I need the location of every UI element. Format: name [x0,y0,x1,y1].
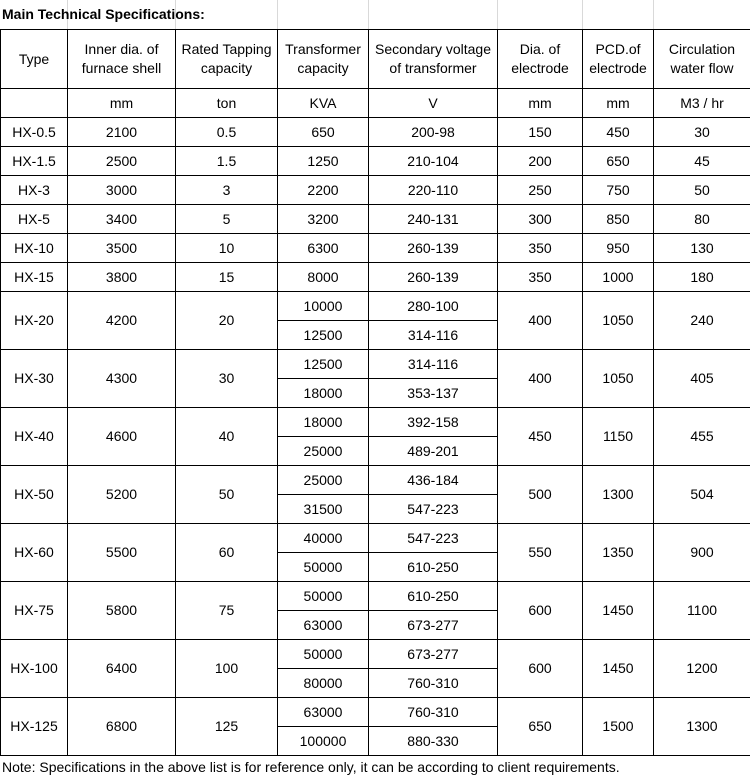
unit-cell: mm [68,89,176,118]
type-cell: HX-100 [1,640,68,698]
electrode-diameter-cell: 600 [498,640,583,698]
electrode-diameter-cell: 600 [498,582,583,640]
electrode-diameter-cell: 350 [498,263,583,292]
water-flow-cell: 1300 [654,698,750,756]
transformer-capacity-cell: 12500 [278,321,369,350]
secondary-voltage-cell: 610-250 [369,582,498,611]
electrode-diameter-cell: 200 [498,147,583,176]
unit-cell: mm [583,89,654,118]
type-cell: HX-5 [1,205,68,234]
shell-diameter-cell: 3400 [68,205,176,234]
type-cell: HX-30 [1,350,68,408]
transformer-capacity-cell: 50000 [278,640,369,669]
electrode-pcd-cell: 1450 [583,640,654,698]
shell-diameter-cell: 3800 [68,263,176,292]
electrode-pcd-cell: 1050 [583,292,654,350]
water-flow-cell: 45 [654,147,750,176]
tapping-capacity-cell: 125 [176,698,278,756]
electrode-pcd-cell: 1150 [583,408,654,466]
type-cell: HX-40 [1,408,68,466]
electrode-diameter-cell: 300 [498,205,583,234]
transformer-capacity-cell: 2200 [278,176,369,205]
water-flow-cell: 504 [654,466,750,524]
electrode-pcd-cell: 450 [583,118,654,147]
secondary-voltage-cell: 314-116 [369,321,498,350]
type-cell: HX-1.5 [1,147,68,176]
water-flow-cell: 80 [654,205,750,234]
table-row [1,118,750,147]
secondary-voltage-cell: 260-139 [369,234,498,263]
column-header: Circulation water flow [654,30,750,89]
water-flow-cell: 240 [654,292,750,350]
transformer-capacity-cell: 63000 [278,698,369,727]
type-cell: HX-60 [1,524,68,582]
column-header: Dia. of electrode [498,30,583,89]
type-cell: HX-125 [1,698,68,756]
transformer-capacity-cell: 100000 [278,727,369,756]
transformer-capacity-cell: 25000 [278,466,369,495]
column-header: Type [1,30,68,89]
shell-diameter-cell: 5200 [68,466,176,524]
transformer-capacity-cell: 18000 [278,408,369,437]
type-cell: HX-75 [1,582,68,640]
transformer-capacity-cell: 80000 [278,669,369,698]
water-flow-cell: 1200 [654,640,750,698]
tapping-capacity-cell: 60 [176,524,278,582]
secondary-voltage-cell: 489-201 [369,437,498,466]
unit-cell: ton [176,89,278,118]
electrode-pcd-cell: 1450 [583,582,654,640]
tapping-capacity-cell: 50 [176,466,278,524]
type-cell: HX-15 [1,263,68,292]
shell-diameter-cell: 5500 [68,524,176,582]
page-title: Main Technical Specifications: [2,6,205,22]
footnote: Note: Specifications in the above list is for reference only, it can be according to client requirements. [2,759,620,775]
shell-diameter-cell: 2500 [68,147,176,176]
shell-diameter-cell: 3500 [68,234,176,263]
shell-diameter-cell: 4300 [68,350,176,408]
electrode-pcd-cell: 950 [583,234,654,263]
electrode-pcd-cell: 1500 [583,698,654,756]
tapping-capacity-cell: 3 [176,176,278,205]
water-flow-cell: 130 [654,234,750,263]
table-row [1,292,750,321]
column-header: PCD.of electrode [583,30,654,89]
electrode-pcd-cell: 1350 [583,524,654,582]
water-flow-cell: 30 [654,118,750,147]
electrode-pcd-cell: 1000 [583,263,654,292]
water-flow-cell: 900 [654,524,750,582]
transformer-capacity-cell: 650 [278,118,369,147]
units-row [1,89,750,118]
type-cell: HX-50 [1,466,68,524]
secondary-voltage-cell: 760-310 [369,698,498,727]
shell-diameter-cell: 4600 [68,408,176,466]
transformer-capacity-cell: 1250 [278,147,369,176]
tapping-capacity-cell: 30 [176,350,278,408]
electrode-diameter-cell: 350 [498,234,583,263]
electrode-pcd-cell: 1300 [583,466,654,524]
electrode-pcd-cell: 650 [583,147,654,176]
secondary-voltage-cell: 260-139 [369,263,498,292]
unit-cell: V [369,89,498,118]
electrode-diameter-cell: 400 [498,350,583,408]
shell-diameter-cell: 6400 [68,640,176,698]
secondary-voltage-cell: 673-277 [369,611,498,640]
tapping-capacity-cell: 20 [176,292,278,350]
secondary-voltage-cell: 392-158 [369,408,498,437]
table-row [1,466,750,495]
water-flow-cell: 405 [654,350,750,408]
tapping-capacity-cell: 10 [176,234,278,263]
column-header: Rated Tapping capacity [176,30,278,89]
water-flow-cell: 1100 [654,582,750,640]
electrode-pcd-cell: 1050 [583,350,654,408]
water-flow-cell: 455 [654,408,750,466]
unit-cell: M3 / hr [654,89,750,118]
electrode-diameter-cell: 250 [498,176,583,205]
secondary-voltage-cell: 436-184 [369,466,498,495]
tapping-capacity-cell: 0.5 [176,118,278,147]
table-row [1,524,750,553]
shell-diameter-cell: 3000 [68,176,176,205]
table-row [1,350,750,379]
column-header: Inner dia. of furnace shell [68,30,176,89]
secondary-voltage-cell: 880-330 [369,727,498,756]
unit-cell: mm [498,89,583,118]
type-cell: HX-0.5 [1,118,68,147]
column-header: Secondary voltage of transformer [369,30,498,89]
table-row [1,640,750,669]
transformer-capacity-cell: 50000 [278,582,369,611]
table-row [1,147,750,176]
electrode-diameter-cell: 450 [498,408,583,466]
tapping-capacity-cell: 40 [176,408,278,466]
secondary-voltage-cell: 220-110 [369,176,498,205]
electrode-diameter-cell: 400 [498,292,583,350]
water-flow-cell: 50 [654,176,750,205]
electrode-pcd-cell: 750 [583,176,654,205]
secondary-voltage-cell: 240-131 [369,205,498,234]
secondary-voltage-cell: 673-277 [369,640,498,669]
secondary-voltage-cell: 353-137 [369,379,498,408]
table-row [1,176,750,205]
electrode-diameter-cell: 500 [498,466,583,524]
header-row [1,30,750,89]
transformer-capacity-cell: 3200 [278,205,369,234]
table-row [1,205,750,234]
secondary-voltage-cell: 610-250 [369,553,498,582]
water-flow-cell: 180 [654,263,750,292]
secondary-voltage-cell: 200-98 [369,118,498,147]
table-row [1,263,750,292]
transformer-capacity-cell: 8000 [278,263,369,292]
table-row [1,408,750,437]
unit-cell: KVA [278,89,369,118]
transformer-capacity-cell: 63000 [278,611,369,640]
secondary-voltage-cell: 210-104 [369,147,498,176]
transformer-capacity-cell: 31500 [278,495,369,524]
transformer-capacity-cell: 25000 [278,437,369,466]
shell-diameter-cell: 4200 [68,292,176,350]
shell-diameter-cell: 5800 [68,582,176,640]
secondary-voltage-cell: 547-223 [369,524,498,553]
electrode-diameter-cell: 150 [498,118,583,147]
spec-table [0,29,750,756]
secondary-voltage-cell: 314-116 [369,350,498,379]
type-cell: HX-3 [1,176,68,205]
secondary-voltage-cell: 280-100 [369,292,498,321]
transformer-capacity-cell: 6300 [278,234,369,263]
electrode-diameter-cell: 550 [498,524,583,582]
transformer-capacity-cell: 12500 [278,350,369,379]
electrode-pcd-cell: 850 [583,205,654,234]
table-row [1,698,750,727]
table-row [1,582,750,611]
shell-diameter-cell: 6800 [68,698,176,756]
transformer-capacity-cell: 10000 [278,292,369,321]
tapping-capacity-cell: 75 [176,582,278,640]
transformer-capacity-cell: 40000 [278,524,369,553]
type-cell: HX-20 [1,292,68,350]
tapping-capacity-cell: 15 [176,263,278,292]
shell-diameter-cell: 2100 [68,118,176,147]
tapping-capacity-cell: 100 [176,640,278,698]
table-row [1,234,750,263]
electrode-diameter-cell: 650 [498,698,583,756]
type-cell: HX-10 [1,234,68,263]
transformer-capacity-cell: 18000 [278,379,369,408]
tapping-capacity-cell: 1.5 [176,147,278,176]
secondary-voltage-cell: 760-310 [369,669,498,698]
transformer-capacity-cell: 50000 [278,553,369,582]
secondary-voltage-cell: 547-223 [369,495,498,524]
column-header: Transformer capacity [278,30,369,89]
tapping-capacity-cell: 5 [176,205,278,234]
unit-cell [1,89,68,118]
